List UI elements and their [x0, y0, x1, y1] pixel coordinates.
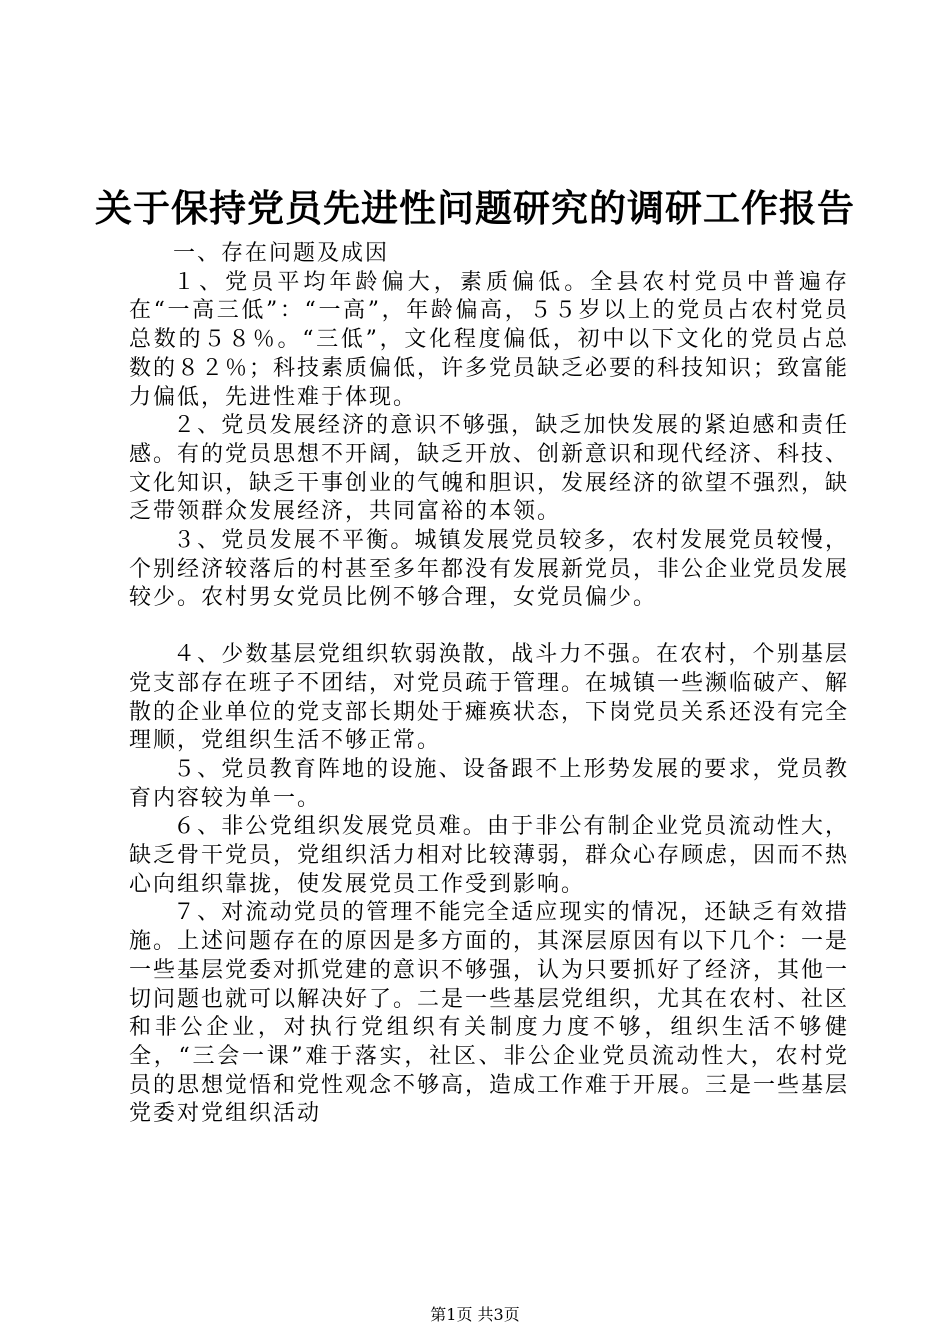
- paragraph-4: ４、少数基层党组织软弱涣散，战斗力不强。在农村，个别基层党支部存在班子不团结，对党员疏于管理。在城镇一些濒临破产、解散的企业单位的党支部长期处于瘫痪状态，下岗党员关系还没有完全理顺，党组织生活不够正常。: [129, 642, 850, 754]
- document-title: 关于保持党员先进性问题研究的调研工作报告: [95, 186, 855, 230]
- document-body: [129, 240, 849, 1129]
- paragraph-1: １、党员平均年龄偏大，素质偏低。全县农村党员中普遍存在“一高三低”：“一高”，年龄偏高，５５岁以上的党员占农村党员总数的５８％。“三低”，文化程度偏低，初中以下文化的党员占总数的８２％；科技素质偏低，许多党员缺乏必要的科技知识；致富能力偏低，先进性难于体现。: [129, 269, 850, 410]
- paragraph-7: ７、对流动党员的管理不能完全适应现实的情况，还缺乏有效措施。上述问题存在的原因是多方面的，其深层原因有以下几个：一是一些基层党委对抓党建的意识不够强，认为只要抓好了经济，其他一切问题也就可以解决好了。二是一些基层党组织，尤其在农村、社区和非公企业，对执行党组织有关制度力度不够，组织生活不够健全，“三会一课”难于落实，社区、非公企业党员流动性大，农村党员的思想觉悟和党性观念不够高，造成工作难于开展。三是一些基层党委对党组织活动: [129, 900, 850, 1127]
- paragraph-3: ３、党员发展不平衡。城镇发展党员较多，农村发展党员较慢，个别经济较落后的村甚至多年都没有发展新党员，非公企业党员发展较少。农村男女党员比例不够合理，女党员偏少。: [129, 528, 850, 611]
- page-number-footer: 第1页 共3页: [430, 1305, 520, 1324]
- paragraph-5: ５、党员教育阵地的设施、设备跟不上形势发展的要求，党员教育内容较为单一。: [129, 756, 849, 811]
- paragraph-6: ６、非公党组织发展党员难。由于非公有制企业党员流动性大，缺乏骨干党员，党组织活力相对比较薄弱，群众心存顾虑，因而不热心向组织靠拢，使发展党员工作受到影响。: [129, 814, 850, 897]
- paragraph-2: ２、党员发展经济的意识不够强，缺乏加快发展的紧迫感和责任感。有的党员思想不开阔，缺乏开放、创新意识和现代经济、科技、文化知识，缺乏干事创业的气魄和胆识，发展经济的欲望不强烈，缺乏带领群众发展经济，共同富裕的本领。: [129, 413, 850, 525]
- section-heading: 一、存在问题及成因: [173, 241, 390, 266]
